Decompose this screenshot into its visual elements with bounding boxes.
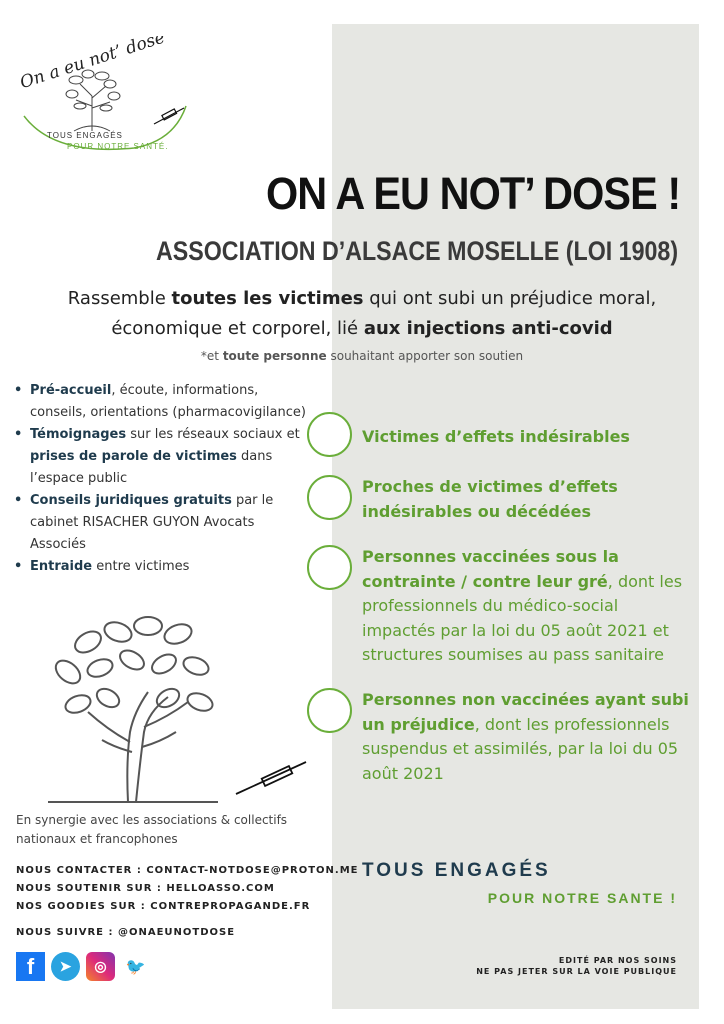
facebook-icon[interactable]: f	[16, 952, 45, 981]
goodies-line: NOS GOODIES SUR : CONTREPROPAGANDE.FR	[16, 901, 311, 912]
circle-bullet-icon	[307, 688, 352, 733]
circle-bullet-icon	[307, 545, 352, 590]
support-note: *et toute personne souhaitant apporter son soutien	[200, 349, 524, 363]
svg-text:On a eu not’ dose: On a eu not’ dose	[17, 36, 168, 94]
sub-title: ASSOCIATION D’ALSACE MOSELLE (LOI 1908)	[155, 236, 678, 266]
main-title: ON A EU NOT’ DOSE !	[265, 168, 680, 219]
goodies-link[interactable]: CONTREPROPAGANDE.FR	[150, 901, 311, 912]
logo-tagline-2: POUR NOTRE SANTÉ.	[67, 142, 169, 151]
category-item: Personnes vaccinées sous la contrainte / contre leur gré, dont les professionnels du médico-social impactés par la loi du 05 août 2021 et structures soumises au pass sanitaire	[362, 547, 683, 664]
circle-bullet-icon	[307, 475, 352, 520]
email-link[interactable]: CONTACT-NOTDOSE@PROTON.ME	[146, 865, 359, 876]
social-handle[interactable]: @ONAEUNOTDOSE	[117, 927, 236, 938]
slogan-line-1: TOUS ENGAGÉS	[362, 860, 551, 881]
social-icons	[16, 952, 150, 981]
logo-tagline-1: TOUS ENGAGÉS	[47, 131, 123, 140]
circle-bullet-icon	[307, 412, 352, 457]
instagram-icon[interactable]: ◎	[86, 952, 115, 981]
list-item: • Conseils juridiques gratuits par le cabinet RISACHER GUYON Avocats Associés	[14, 490, 314, 556]
services-list	[14, 380, 314, 578]
contact-info	[16, 862, 359, 916]
category-item: Proches de victimes d’effets indésirables ou décédées	[362, 477, 618, 521]
support-line: NOUS SOUTENIR SUR : HELLOASSO.COM	[16, 883, 275, 894]
follow-line: NOUS SUIVRE : @ONAEUNOTDOSE	[16, 927, 236, 938]
list-item: • Entraide entre victimes	[14, 556, 314, 578]
twitter-icon[interactable]: 🐦	[121, 952, 150, 981]
category-item: Personnes non vaccinées ayant subi un préjudice, dont les professionnels suspendus et assimilés, par la loi du 05 août 2021	[362, 690, 689, 783]
telegram-icon[interactable]: ➤	[51, 952, 80, 981]
list-item: • Pré-accueil, écoute, informations, conseils, orientations (pharmacovigilance)	[14, 380, 314, 424]
tree-illustration-icon	[48, 612, 318, 807]
intro-paragraph: Rassemble toutes les victimes qui ont subi un préjudice moral, économique et corporel, lié aux injections anti-covid	[67, 288, 657, 339]
category-item: Victimes d’effets indésirables	[362, 427, 630, 446]
helloasso-link[interactable]: HELLOASSO.COM	[166, 883, 275, 894]
list-item: • Témoignages sur les réseaux sociaux et prises de parole de victimes dans l’espace public	[14, 424, 314, 490]
edition-note: EDITÉ PAR NOS SOINS NE PAS JETER SUR LA VOIE PUBLIQUE	[476, 956, 677, 976]
slogan-line-2: POUR NOTRE SANTE !	[487, 890, 677, 906]
synergy-text: En synergie avec les associations & collectifs nationaux et francophones	[16, 813, 288, 846]
contact-line: NOUS CONTACTER : CONTACT-NOTDOSE@PROTON.ME	[16, 865, 359, 876]
